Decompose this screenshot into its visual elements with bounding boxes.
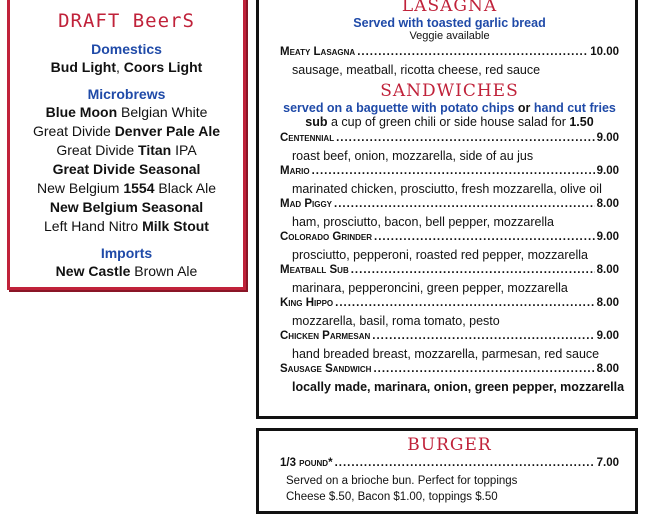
dot-leader bbox=[373, 363, 594, 375]
beer-text: Belgian White bbox=[117, 104, 208, 120]
beer-item bbox=[10, 262, 243, 281]
beer-text: Black Ale bbox=[154, 180, 216, 196]
food-menu-panel bbox=[256, 0, 638, 419]
item-price: 8.00 bbox=[596, 264, 619, 276]
dot-leader bbox=[335, 297, 594, 309]
menu-item-row bbox=[280, 297, 619, 313]
beer-item bbox=[10, 58, 243, 77]
beer-text: New Belgium bbox=[36, 180, 124, 196]
beer-item bbox=[10, 198, 243, 217]
item-name: Meatball Sub bbox=[280, 264, 349, 276]
item-name: Meaty Lasagna bbox=[280, 46, 356, 58]
beer-item bbox=[10, 122, 243, 141]
dot-leader bbox=[312, 165, 595, 177]
item-price: 8.00 bbox=[596, 297, 619, 309]
burger-description-2: Cheese $.50, Bacon $1.00, toppings $.50 bbox=[286, 491, 498, 503]
sandwiches-subtitle bbox=[280, 101, 619, 115]
beer-text: Blue Moon bbox=[45, 104, 118, 120]
menu-item-row bbox=[280, 264, 619, 280]
beer-item bbox=[10, 141, 243, 160]
subtitle-text: or bbox=[514, 101, 534, 115]
item-name: King Hippo bbox=[280, 297, 334, 309]
item-price: 9.00 bbox=[596, 132, 619, 144]
item-description: roast beef, onion, mozzarella, side of au jus bbox=[292, 149, 534, 163]
beer-text: Milk Stout bbox=[142, 218, 209, 234]
beer-text: Left Hand Nitro bbox=[44, 218, 143, 234]
draft-beer-panel bbox=[7, 0, 246, 290]
item-price: 8.00 bbox=[596, 198, 619, 210]
item-description: locally made, marinara, onion, green pepper, mozzarella bbox=[292, 380, 625, 394]
sandwich-list bbox=[280, 132, 625, 396]
dot-leader bbox=[372, 330, 594, 342]
item-name: Mario bbox=[280, 165, 310, 177]
beer-text: Bud Light bbox=[50, 59, 116, 75]
dot-leader bbox=[351, 264, 595, 276]
sandwiches-sub-note bbox=[280, 115, 619, 129]
burger-price: 7.00 bbox=[596, 457, 619, 469]
domestics-list bbox=[10, 58, 243, 77]
beer-text: Great Divide bbox=[56, 142, 139, 158]
sandwiches-title: SANDWICHES bbox=[380, 81, 519, 101]
item-description: marinated chicken, prosciutto, fresh mozzarella, olive oil bbox=[292, 182, 602, 196]
item-name: Chicken Parmesan bbox=[280, 330, 371, 342]
beer-text: Denver Pale Ale bbox=[114, 123, 221, 139]
menu-item-row bbox=[280, 198, 619, 214]
dot-leader bbox=[335, 457, 595, 469]
beer-item bbox=[10, 179, 243, 198]
beer-text: Great Divide Seasonal bbox=[52, 161, 201, 177]
beer-text: 1554 bbox=[123, 180, 155, 196]
item-description: sausage, meatball, ricotta cheese, red sauce bbox=[292, 63, 541, 77]
draft-beer-title: DRAFT BeerS bbox=[58, 10, 195, 32]
beer-text: Coors Light bbox=[123, 59, 203, 75]
menu-item-row bbox=[280, 165, 619, 181]
microbrews-list bbox=[10, 103, 243, 236]
subtitle-text: served on a baguette with bbox=[283, 101, 441, 115]
item-price: 8.00 bbox=[596, 363, 619, 375]
lasagna-subtitle: Served with toasted garlic bread bbox=[353, 16, 546, 30]
item-description: marinara, pepperoncini, green pepper, mozzarella bbox=[292, 281, 568, 295]
beer-text: New Belgium Seasonal bbox=[49, 199, 204, 215]
burger-item-row bbox=[280, 457, 619, 473]
beer-item bbox=[10, 217, 243, 236]
lasagna-note: Veggie available bbox=[409, 30, 490, 42]
burger-item-name: 1/3 pound* bbox=[280, 457, 333, 469]
menu-item-row bbox=[280, 363, 619, 379]
burger-description-1: Served on a brioche bun. Perfect for toppings bbox=[286, 475, 518, 487]
domestics-heading: Domestics bbox=[91, 41, 162, 57]
beer-text: Great Divide bbox=[32, 123, 115, 139]
subtitle-text: potato chips bbox=[440, 101, 515, 115]
beer-item bbox=[10, 160, 243, 179]
dot-leader bbox=[357, 46, 588, 58]
sub-note-text: sub bbox=[305, 115, 328, 129]
beer-text: , bbox=[115, 59, 124, 75]
beer-text: IPA bbox=[171, 142, 197, 158]
item-price: 9.00 bbox=[596, 330, 619, 342]
dot-leader bbox=[334, 198, 595, 210]
beer-text: Titan bbox=[138, 142, 172, 158]
burger-title: BURGER bbox=[407, 435, 492, 455]
item-name: Mad Piggy bbox=[280, 198, 333, 210]
item-name: Colorado Grinder bbox=[280, 231, 372, 243]
item-description: ham, prosciutto, bacon, bell pepper, mozzarella bbox=[292, 215, 554, 229]
item-price: 10.00 bbox=[590, 46, 619, 58]
sub-note-text: a cup of green chili or side house salad for bbox=[327, 115, 570, 129]
item-description: prosciutto, pepperoni, roasted red pepper, mozzarella bbox=[292, 248, 589, 262]
sub-note-text: 1.50 bbox=[569, 115, 594, 129]
menu-item-row bbox=[280, 231, 619, 247]
beer-text: Brown Ale bbox=[130, 263, 198, 279]
subtitle-text: hand cut fries bbox=[533, 101, 616, 115]
burger-panel bbox=[256, 428, 638, 514]
menu-item-row bbox=[280, 46, 619, 62]
dot-leader bbox=[374, 231, 595, 243]
beer-text: New Castle bbox=[55, 263, 131, 279]
menu-item-row bbox=[280, 132, 619, 148]
item-description: hand breaded breast, mozzarella, parmesan, red sauce bbox=[292, 347, 600, 361]
item-price: 9.00 bbox=[596, 231, 619, 243]
item-name: Sausage Sandwich bbox=[280, 363, 372, 375]
menu-item-row bbox=[280, 330, 619, 346]
imports-list bbox=[10, 262, 243, 281]
imports-heading: Imports bbox=[100, 245, 153, 261]
item-description: mozzarella, basil, roma tomato, pesto bbox=[292, 314, 500, 328]
beer-item bbox=[10, 103, 243, 122]
dot-leader bbox=[336, 132, 595, 144]
lasagna-title: LASAGNA bbox=[401, 0, 498, 16]
item-price: 9.00 bbox=[596, 165, 619, 177]
item-name: Centennial bbox=[280, 132, 335, 144]
microbrews-heading: Microbrews bbox=[87, 86, 166, 102]
